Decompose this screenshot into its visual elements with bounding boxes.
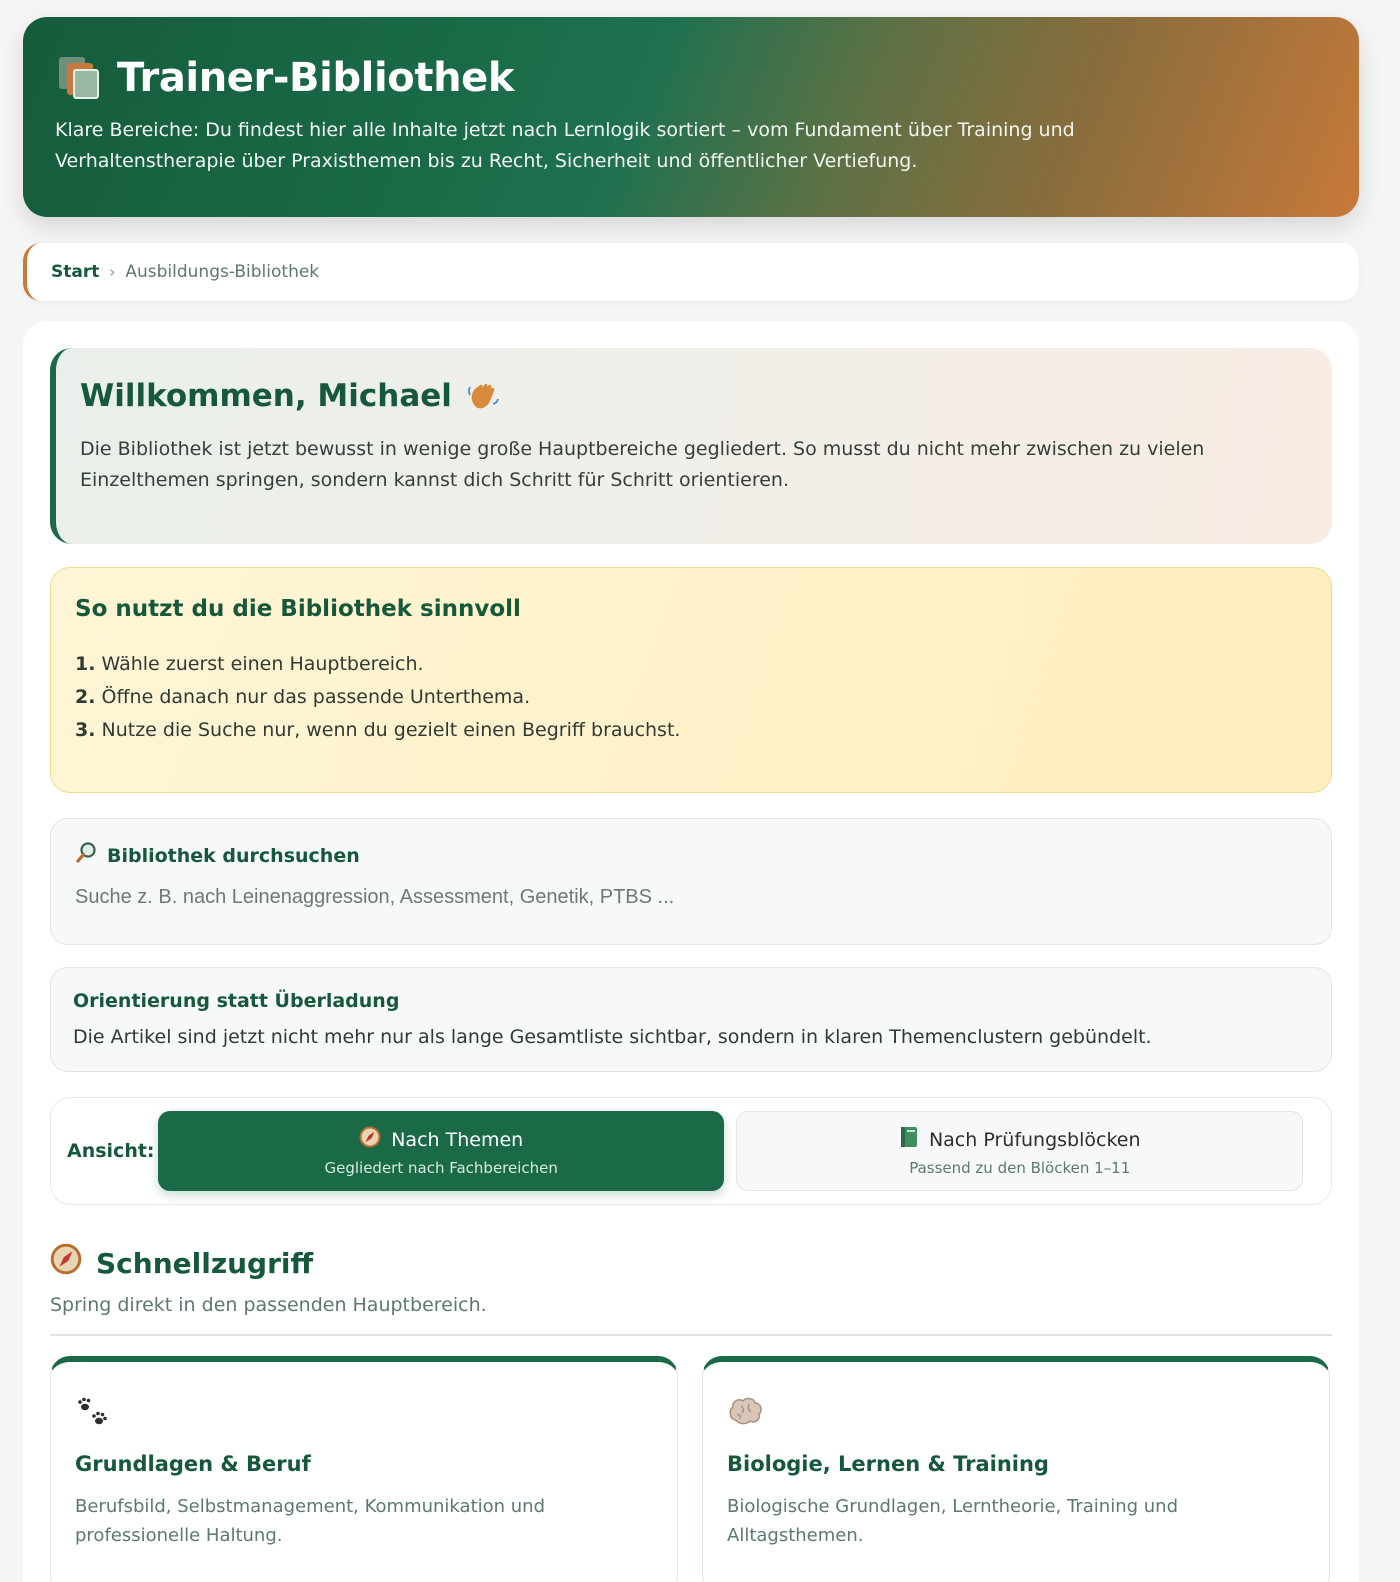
breadcrumb-separator: › — [109, 263, 116, 281]
breadcrumb-current: Ausbildungs-Bibliothek — [125, 262, 320, 282]
quick-access-title-row — [50, 1243, 1332, 1284]
tip-item — [75, 714, 1307, 747]
view-option-sub: Passend zu den Blöcken 1–11 — [909, 1158, 1131, 1177]
search-input[interactable] — [75, 886, 1075, 909]
view-option-sub: Gegliedert nach Fachbereichen — [324, 1158, 558, 1177]
hero-banner — [23, 17, 1359, 217]
books-icon — [55, 55, 101, 101]
breadcrumb-start-link[interactable]: Start — [51, 262, 100, 282]
compass-icon — [359, 1126, 381, 1155]
view-option-main — [359, 1126, 523, 1155]
tip-number: 1. — [75, 653, 96, 675]
paw-prints-icon — [75, 1394, 111, 1430]
orientation-title: Orientierung statt Überladung — [73, 990, 400, 1012]
tip-item — [75, 681, 1307, 714]
card-text: Berufsbild, Selbstmanagement, Kommunikation und professionelle Haltung. — [75, 1496, 546, 1546]
tip-number: 3. — [75, 719, 96, 741]
card-title: Grundlagen & Beruf — [75, 1452, 311, 1476]
view-by-exam-blocks-button[interactable] — [736, 1111, 1303, 1191]
view-option-main — [899, 1126, 1141, 1155]
view-option-label: Nach Themen — [391, 1129, 524, 1151]
quick-access-title: Schnellzugriff — [96, 1246, 314, 1280]
tip-text: Öffne danach nur das passende Unterthema. — [101, 686, 531, 708]
welcome-text: Die Bibliothek ist jetzt bewusst in wenige große Hauptbereiche gegliedert. So musst du nicht mehr zwischen zu vielen Einzelthemen springen, sondern kannst dich Schritt für Schritt orientieren. — [80, 438, 1205, 491]
quick-access-section — [50, 1243, 1332, 1336]
view-by-topics-button[interactable] — [158, 1111, 725, 1191]
welcome-box — [50, 348, 1332, 544]
breadcrumb — [23, 243, 1359, 301]
green-book-icon — [899, 1126, 919, 1155]
orientation-text: Die Artikel sind jetzt nicht mehr nur als lange Gesamtliste sichtbar, sondern in klaren Themenclustern gebündelt. — [73, 1026, 1152, 1048]
brain-icon — [727, 1394, 763, 1430]
quick-access-subtitle: Spring direkt in den passenden Hauptbereich. — [50, 1294, 487, 1316]
divider — [50, 1334, 1332, 1336]
waving-hand-icon — [466, 379, 500, 413]
view-switcher — [50, 1097, 1332, 1205]
tip-text: Wähle zuerst einen Hauptbereich. — [101, 653, 424, 675]
card-title: Biologie, Lernen & Training — [727, 1452, 1049, 1476]
tip-text: Nutze die Suche nur, wenn du gezielt einen Begriff brauchst. — [101, 719, 681, 741]
welcome-title-row — [80, 376, 1306, 416]
category-card-biologie[interactable] — [702, 1356, 1330, 1582]
tips-list — [75, 648, 1307, 747]
compass-icon — [50, 1243, 82, 1284]
tip-number: 2. — [75, 686, 96, 708]
tips-title: So nutzt du die Bibliothek sinnvoll — [75, 596, 521, 622]
main-panel — [23, 321, 1359, 1582]
usage-tips-box — [50, 567, 1332, 793]
orientation-box — [50, 967, 1332, 1072]
hero-subtitle: Klare Bereiche: Du findest hier alle Inhalte jetzt nach Lernlogik sortiert – vom Fundament über Training und Verhaltenstherapie über Praxisthemen bis zu Recht, Sicherheit und öffentlicher Vertiefung. — [55, 119, 1075, 172]
tip-item — [75, 648, 1307, 681]
search-box — [50, 818, 1332, 945]
welcome-title: Willkommen, Michael — [80, 378, 452, 414]
view-option-label: Nach Prüfungsblöcken — [928, 1129, 1141, 1151]
view-label: Ansicht: — [67, 1140, 155, 1162]
magnifier-icon — [75, 841, 99, 870]
search-title: Bibliothek durchsuchen — [107, 844, 360, 867]
hero-title: Trainer-Bibliothek — [117, 55, 515, 101]
search-title-row — [75, 841, 1307, 870]
category-card-grundlagen[interactable] — [50, 1356, 678, 1582]
hero-title-row — [55, 55, 1327, 101]
card-text: Biologische Grundlagen, Lerntheorie, Training und Alltagsthemen. — [727, 1496, 1178, 1546]
